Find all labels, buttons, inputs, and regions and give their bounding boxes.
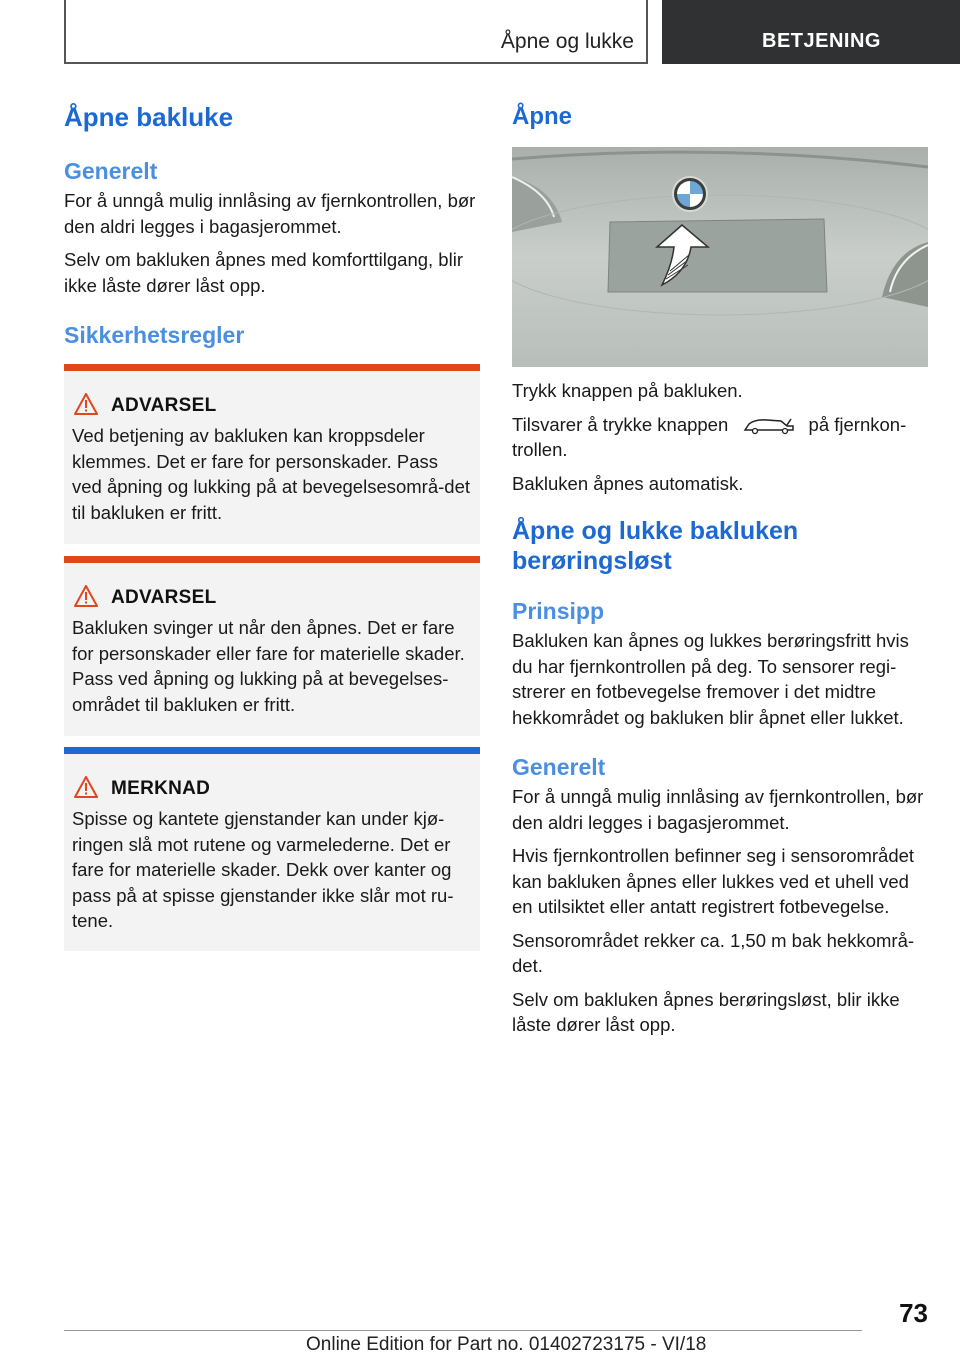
warning-bar [64, 556, 480, 563]
generelt-right-paragraph-4: Selv om bakluken åpnes berøringsløst, blir ikke låste dører låst opp. [512, 988, 900, 1035]
generelt-paragraph-1: For å unngå mulig innlåsing av fjernkontrollen, bør den aldri legges i bagasjerommet. [64, 190, 476, 237]
open-paragraph-1: Trykk knappen på bakluken. [512, 380, 743, 401]
prinsipp-heading: Prinsipp [512, 598, 605, 624]
warning-box-1 [64, 364, 480, 544]
generelt-right-paragraph-1: For å unngå mulig innlåsing av fjernkontrollen, bør den aldri legges i bagasjerommet. [512, 786, 924, 833]
header-chapter-title: BETJENING [762, 30, 881, 52]
open-paragraph-3: Bakluken åpnes automatisk. [512, 472, 744, 494]
page-number: 73 [899, 1298, 928, 1328]
open-paragraph-2 [512, 412, 932, 463]
generelt-heading-right: Generelt [512, 754, 606, 780]
notice-box [64, 747, 480, 951]
warning-triangle-icon [74, 393, 98, 415]
warning-bar [64, 364, 480, 371]
header-section-title: Åpne og lukke [500, 30, 634, 53]
safety-heading: Sikkerhetsregler [64, 322, 245, 348]
warning-text: Ved betjening av bakluken kan kroppsdeler klemmes. Det er fare for personskader. Pass ved åpning og lukking på at bevegelsesområ‐det til bakluken er fritt. [72, 425, 471, 523]
footer-divider [64, 1330, 862, 1331]
open-heading: Åpne [512, 103, 572, 130]
warning-label: ADVARSEL [111, 395, 217, 416]
right-column [512, 100, 928, 134]
car-tailgate-icon [741, 416, 797, 436]
footer-edition: Online Edition for Part no. 01402723175 - VI/18 [306, 1334, 707, 1355]
page-title: Åpne bakluke [64, 102, 234, 132]
notice-bar [64, 747, 480, 754]
generelt-heading: Generelt [64, 158, 158, 184]
generelt-right-paragraph-3: Sensorområdet rekker ca. 1,50 m bak hekkområ‐det. [512, 929, 915, 976]
notice-text: Spisse og kantete gjenstander kan under kjø‐ringen slå mot rutene og varmelederne. Det er fare for materielle skader. Dekk over kanter og pass på at spisse gjenstander ikke slår mot ru‐tene. [72, 808, 454, 931]
open-paragraph-2-end: på fjernkon‐trollen. [512, 413, 907, 460]
touchless-heading: Åpne og lukke bakluken berøringsløst [512, 517, 799, 575]
notice-label: MERKNAD [111, 778, 211, 799]
right-column-body [512, 378, 932, 1038]
tailgate-photo [512, 147, 928, 367]
header-section-tab [64, 0, 648, 64]
prinsipp-paragraph: Bakluken kan åpnes og lukkes berøringsfritt hvis du har fjernkontrollen på deg. To sensorer regi‐strerer en fotbevegelse fremover i det midtre hekkområdet og bakluken blir åpnet eller lukket. [512, 630, 909, 728]
generelt-right-paragraph-2: Hvis fjernkontrollen befinner seg i sensorområdet kan bakluken åpnes eller lukkes ved et uhell ved en utilsiktet eller antatt registrert fotbevegelse. [512, 845, 915, 917]
generelt-paragraph-2: Selv om bakluken åpnes med komforttilgang, blir ikke låste dører låst opp. [64, 249, 463, 296]
warning-box-2 [64, 556, 480, 736]
warning-label: ADVARSEL [111, 587, 217, 608]
warning-text: Bakluken svinger ut når den åpnes. Det er fare for personskader eller fare for materielle skader. Pass ved åpning og lukking på at bevegelses‐området til bakluken er fritt. [72, 617, 465, 715]
open-paragraph-2-start: Tilsvarer å trykke knappen [512, 413, 729, 435]
header-chapter-tab [662, 0, 960, 64]
warning-triangle-icon [74, 776, 98, 798]
warning-triangle-icon [74, 585, 98, 607]
left-column [64, 100, 480, 350]
